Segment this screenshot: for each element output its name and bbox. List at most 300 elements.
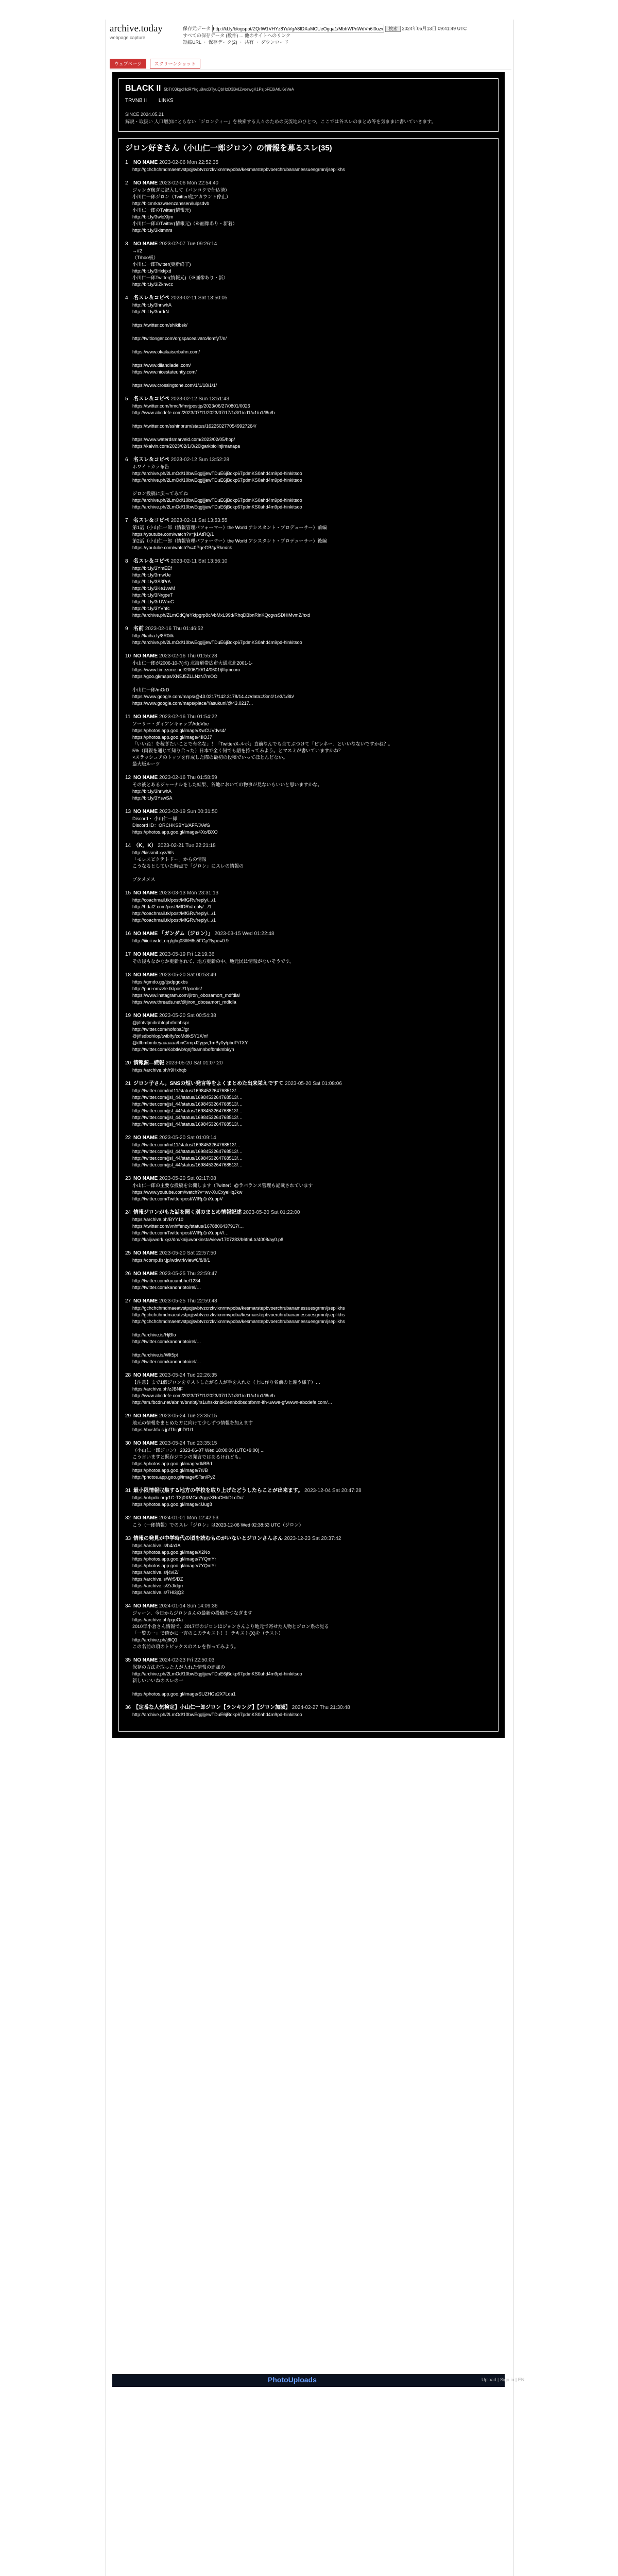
post-number[interactable]: 2 (125, 180, 128, 186)
post-link[interactable]: http://twitter.com/nofobsJ/gr (132, 1027, 190, 1032)
post-header (125, 1413, 492, 1420)
post (125, 625, 492, 646)
site-description (125, 111, 492, 125)
post-date: 2023-05-20 Sat 00:53:49 (159, 972, 216, 978)
post-number[interactable]: 4 (125, 295, 128, 301)
post-number[interactable]: 13 (125, 809, 131, 815)
post-number[interactable]: 21 (125, 1081, 131, 1087)
post-author: 名スレ＆コピペ (133, 518, 169, 523)
post-link[interactable]: https://archive.is/j4vIZ/ (132, 1570, 179, 1575)
post-header (125, 653, 492, 660)
post-body (125, 1522, 492, 1529)
post (125, 1535, 492, 1596)
post-number[interactable]: 23 (125, 1176, 131, 1181)
post-text: 第1話（小山仁一郎（情報管理パフォーマー）the World アシスタント・プロデューサー）前編 (132, 525, 327, 530)
post-link[interactable]: https://ohpdo.org/1C-TXj0XMGm3ggsXRoCHbDLcDc/ (132, 1495, 244, 1500)
archive-logo[interactable]: archive.today (110, 23, 163, 34)
post-link[interactable]: https://archive.ph/BYY10 (132, 1217, 184, 1222)
post-number[interactable]: 19 (125, 1013, 131, 1019)
post-link[interactable]: http://twitter.com/jjsl_44/status/1698453264768513/… (132, 1162, 243, 1167)
post-link[interactable]: http://iiioii.wdet.org/ghq03ll/H6s5FGp?type=0.9 (132, 938, 229, 943)
archive-meta (183, 25, 507, 46)
post (125, 241, 492, 288)
share-links[interactable]: 短縮URL ・ 保存データ(2) ・ 共有 ・ ダウンロード (183, 40, 289, 45)
post-link[interactable]: https://www.youtube.com/watch?v=wv-XuCxyeHqJkw (132, 1190, 243, 1195)
post-text: 「いいね！を稼ぎたいことで有名な」！「Twitter/X-ルポ」直前なんでも全てぶつけて「ピレネー」といいなないですかね？。 (132, 741, 393, 747)
post-header (125, 1515, 492, 1522)
post-body (125, 782, 492, 802)
post-link[interactable]: https://youtube.com/watch?v=0PgeGB/g/Rkm/ck (132, 545, 232, 550)
post-text: こう（一郎情報）でのスレ「ジロン」は2023-12-06 Wed 02:38:53 UTC（ジロン） (132, 1522, 304, 1528)
post-body (125, 1305, 492, 1365)
post-link[interactable]: https://twitter.com/sshinbrum/status/1622502770549927264/ (132, 423, 256, 429)
post-link[interactable]: https://archive.ph/r9Hxhqb (132, 1067, 187, 1073)
post-link[interactable]: http://twitter.com/kanonrlotoirel/… (132, 1339, 201, 1344)
post-date: 2023-05-20 Sat 01:22:00 (243, 1210, 300, 1215)
post-link[interactable]: https://twitter.com/shikibsk/ (132, 323, 188, 328)
post-link[interactable]: https://photos.app.goo.gl/image/4Uug8 (132, 1502, 212, 1507)
post-date: 2024-02-23 Fri 22:50:03 (159, 1657, 215, 1663)
post-link[interactable]: https://photos.app.goo.gl/image/XwCUVdvs4/ (132, 728, 226, 733)
post-number[interactable]: 18 (125, 972, 131, 978)
post-header (125, 1487, 492, 1495)
post-text: （小山仁一郎ジロン） 2023-06-07 Wed 18:00:06 (UTC+9:00) ... (132, 1448, 265, 1453)
post-link[interactable]: http://bit.ly/3NrgpeT (132, 592, 173, 598)
post (125, 1250, 492, 1264)
post-date: 2023-02-21 Tue 22:21:18 (158, 843, 216, 849)
post-text: ジャンガ稼ぎに記入して（バンコクで仕込済） (132, 188, 230, 193)
post-header (125, 1080, 492, 1088)
post-link[interactable]: http://archive.ph/2LmOd/10bwEqgljjewTDuE6jBdkp67pdmKS0ahd4m9pd-hinkitsoo (132, 478, 302, 483)
post (125, 159, 492, 173)
post-text: こうなるとしていた時点で「ジロン」にスレの情報の (132, 863, 244, 869)
post-link[interactable]: https://archive.is/b4a1A (132, 1543, 181, 1548)
post (125, 1060, 492, 1074)
post (125, 1372, 492, 1406)
post (125, 1440, 492, 1481)
post (125, 558, 492, 619)
post-link[interactable]: https://www.okaikaiserbahn.com/ (132, 349, 200, 354)
post-body (125, 1067, 492, 1074)
post-link[interactable]: http://archive.ph/j8lQ1 (132, 1637, 178, 1642)
post-link[interactable]: https://photos.app.goo.gl/image/7YQmYr (132, 1563, 216, 1568)
post-text: 小川仁一郎Twitter(情報元)（※画像あり・新） (132, 275, 228, 280)
post-author: NO NAME (133, 1135, 158, 1141)
post-number[interactable]: 11 (125, 714, 131, 720)
post-link[interactable]: https://twitter.com/hmc/f/fmrjpostjp/2023/06/27/0801/0026 (132, 403, 250, 409)
post-date: 2024-01-01 Mon 12:42:53 (159, 1515, 219, 1521)
post-link[interactable]: https://www.google.com/maps/place/Yasukuni/@43.0217... (132, 701, 253, 706)
post-author: NO NAME (133, 241, 158, 247)
post-text (132, 355, 492, 362)
post-link[interactable]: http://bit.ly/3Hxkjxd (132, 268, 171, 274)
post-date: 2023-02-11 Sat 13:50:05 (170, 295, 228, 301)
post-header (125, 241, 492, 248)
post-header (125, 625, 492, 633)
post-link[interactable]: http://twitter.com/lmt11/status/1698453264768513/… (132, 1142, 241, 1147)
post-header (125, 1209, 492, 1216)
post-author: 名スレ＆コピペ (133, 295, 169, 301)
post-body (125, 1088, 492, 1128)
post-number[interactable]: 26 (125, 1271, 131, 1277)
post (125, 1657, 492, 1698)
all-snapshots-link[interactable]: すべての保存データ (数件) ... 他のサイトへのリンク (183, 33, 291, 38)
post-body (125, 1664, 492, 1698)
post-link[interactable]: @jifotvtjmibr/htqpbrfmhbspr (132, 1020, 190, 1025)
post-link[interactable]: http://twitter.com/jjsl_44/status/1698453264768513/… (132, 1115, 243, 1120)
post-date: 2023-03-15 Wed 01:22:48 (214, 931, 274, 937)
post-link[interactable]: http://kaijuwork.xyz/dm/kaijuworkinsta/view/1707283/b6fmLtr/4008/ay0.p8 (132, 1237, 284, 1242)
post (125, 1134, 492, 1168)
post-author: 名前 (133, 626, 144, 632)
post-author: NO NAME 「ガンダム（ジロン）」 (133, 931, 213, 937)
post-link[interactable]: http://coachmail.tk/post/MfGRv/reply/.../1 (132, 918, 216, 923)
post-date: 2023-02-16 Thu 01:55:28 (159, 653, 217, 659)
post-number[interactable]: 5 (125, 396, 128, 402)
post-text (132, 680, 492, 687)
post-number[interactable]: 29 (125, 1413, 131, 1419)
post (125, 774, 492, 802)
post-text: 小山仁一郎/mOrD (132, 687, 169, 692)
post-author: NO NAME (133, 1515, 158, 1521)
post-number[interactable]: 33 (125, 1536, 131, 1541)
post-link[interactable]: https://www.threads.net/@jiron_obosamort_mdfdla (132, 999, 236, 1005)
post-text: Discord・ 小山仁一郎 (132, 816, 178, 821)
post-author: 情報の発見が中学時代の頃を読むものがいないとジロンさんさん (133, 1536, 283, 1541)
post-date: 2023-02-16 Thu 01:54:22 (159, 714, 217, 720)
post-text: （T/hoo板） (132, 255, 159, 260)
post-link[interactable]: http://bit.ly/3wlcXIjm (132, 214, 174, 219)
post-link[interactable]: http://archive.ph/ZLmOdQ/eYkfpgrp8c/vbMxL99d/RhqDBbnRlnKQcgvsSDHiMvmZ/hxd (132, 613, 311, 618)
post-link[interactable]: https://photos.app.goo.gl/image/X2No (132, 1550, 210, 1555)
post-link[interactable]: http://twitter.com/lmt11/status/1698453264768513/… (132, 1088, 241, 1093)
post-body (125, 1257, 492, 1264)
post (125, 180, 492, 234)
post-text: ブタメメス (132, 877, 156, 882)
post-link[interactable]: http://bit.ly/3rUWmC (132, 599, 174, 604)
post-header (125, 808, 492, 816)
post-link[interactable]: https://www.google.com/maps/@43.0217/142.3178/14.4z/data=!3m1!1e3/1/8b/ (132, 694, 294, 699)
post-text: 【注意】まで1個ジロンをリストしたがる人が手を入れた（上に作り名前のと違う様子）… (132, 1380, 320, 1385)
site-title[interactable]: BLACK II 5bTr03kgcHdRYkgu8wcBTyuQbHzD3BvIZvoewgK1PsjbFE0iAtLKeVeA (125, 84, 294, 93)
photouploads-logo[interactable]: PhotoUploads (268, 2376, 317, 2384)
post-header (125, 1175, 492, 1182)
post-text: ×スラッシュアのトップを作成した際の最初の投稿でいってほとんどない。 (132, 755, 288, 760)
post-link[interactable]: http://twitter.com/kanonrlotoirel/… (132, 1359, 201, 1364)
post-author: NO NAME (133, 1176, 158, 1181)
post-link[interactable]: https://comp.flsr.jp/wdwtrl/view/6/8/8/1 (132, 1258, 211, 1263)
toc-link-links[interactable]: LINKS (158, 98, 174, 104)
post-link[interactable]: http://archive.ph/2LmOd/10bwEqgljjewTDuE6jBdkp67pdmKS0ahd4m9pd-hinkitsoo (132, 471, 302, 476)
post (125, 951, 492, 965)
post-link[interactable]: https://archive.ph/pgoOa (132, 1617, 183, 1622)
post (125, 1298, 492, 1365)
post (125, 396, 492, 450)
header-box (118, 78, 499, 132)
post-link[interactable]: https://photos.app.goo.gl/image/SUZHGe2X7Lda1 (132, 1691, 236, 1697)
url-input[interactable] (212, 25, 384, 32)
post-date: 2023-05-20 Sat 22:57:50 (159, 1250, 216, 1256)
post-link[interactable]: https://goo.gl/maps/XN5J5ZLLNzN7mOO (132, 674, 218, 679)
post-link[interactable]: http://archive.ph/2LmOd/10bwEqgljjewTDuE6jBdkp67pdmKS0ahd4m9pd-hinkitsoo (132, 1671, 302, 1676)
post-link[interactable]: @dfbmbmbeyaaaaaa/bnGrmpJ2ygw,1mBy0y/pbdPiTXY (132, 1040, 248, 1045)
toc-link-trvnb[interactable]: TRVNB II (125, 98, 147, 104)
post-link[interactable]: http://twitter.com/Twitter/post/WlRp1nXuppV/… (132, 1230, 229, 1235)
tab-screenshot[interactable]: スクリーンショット (150, 59, 200, 69)
post-number[interactable]: 36 (125, 1705, 131, 1710)
post-author: 名スレ＆コピペ (133, 396, 169, 402)
post-link[interactable]: https://photos.app.goo.gl/image/7YQmYr (132, 1556, 216, 1562)
post-number[interactable]: 25 (125, 1250, 131, 1256)
post-date: 2024-01-14 Sun 14:09:36 (159, 1603, 218, 1609)
since-text: SINCE 2024.05.21 (125, 112, 164, 117)
post-link[interactable]: http://coachmail.tk/post/MfGRv/reply/.../1 (132, 897, 216, 903)
post-link[interactable]: http://bit.ly/3kltmnrs (132, 228, 173, 233)
post-number[interactable]: 6 (125, 457, 128, 463)
post-link[interactable]: http://hdaf2.com/post/MfDRv/reply/.../1 (132, 904, 212, 909)
post-link[interactable]: https://gmdo.gg/tjsdpgoxbs (132, 979, 188, 985)
post-body (125, 1278, 492, 1291)
post-link[interactable]: http://bit.ly/3YmEEf (132, 566, 172, 571)
post-text: その後とあるジャーナルをした結果、各地においての物事が見ないもいいと思いますかな。 (132, 782, 322, 787)
post-link[interactable]: http://twitter.com/jjsl_44/status/1698453264768513/… (132, 1156, 243, 1161)
post-body (125, 938, 492, 944)
post-link[interactable]: https://archive.is/ZrJ/dgrr (132, 1583, 184, 1588)
post-date: 2023-05-20 Sat 01:07:20 (165, 1060, 223, 1066)
post-text: Discord ID：ORCHKSBY1/AFF/J/AfG (132, 823, 211, 828)
post-link[interactable]: https://photos.app.goo.gl/image/4IIOJ7 (132, 735, 212, 740)
post-link[interactable]: https://photos.app.goo.gl/image/dkBBd (132, 1461, 212, 1466)
post-number[interactable]: 10 (125, 653, 131, 659)
post-header (125, 159, 492, 166)
post-header (125, 1298, 492, 1305)
post-link[interactable]: https://photos.app.goo.gl/image/7ri/B (132, 1468, 208, 1473)
post-header (125, 1657, 492, 1664)
post-link[interactable]: https://www.crossingtone.com/1/1/18/1/1/ (132, 383, 217, 388)
post-number[interactable]: 7 (125, 518, 128, 523)
post-number[interactable]: 34 (125, 1603, 131, 1609)
post (125, 1080, 492, 1128)
post-link[interactable]: https://photos.app.goo.gl/image/4Xo/BXO (132, 829, 218, 835)
post-link[interactable]: http://twitter.com/jjsl_44/status/1698453264768513/… (132, 1101, 243, 1107)
post-link[interactable]: http://twitter.com/jjsl_44/status/1698453264768513/… (132, 1108, 243, 1113)
post-link[interactable]: https://archive.ph/zJBNF (132, 1386, 183, 1392)
post-link[interactable]: http://twitter.com/Kobtlwb/qnjflt/amnbofbmkmbi/yn (132, 1047, 234, 1052)
post-text: 小川仁一郎ジロン（Twitter/他アカウント停止） (132, 194, 231, 199)
post-link[interactable]: @jiflsdbohlop/twiblfy/zoMdtkSY1X/nf (132, 1033, 208, 1039)
post-text (132, 329, 492, 335)
post-body (125, 1182, 492, 1202)
post-body (125, 897, 492, 924)
post-link[interactable]: http://archive.ph/2LmOd/10bwEqgljjewTDuE6jBdkp67pdmKS0ahd4m9pd-hinkitsoo (132, 1712, 302, 1717)
post-link[interactable]: http://bit.ly/3YVhfc (132, 606, 170, 611)
post-link[interactable]: https://twitter.com/vnhffenzy/status/1678800437917/… (132, 1224, 244, 1229)
post-body (125, 958, 492, 965)
post-text: ジロン投稿に戻ってみてね (132, 491, 188, 496)
post-link[interactable]: https://www.waterdsmarveld.com/2023/02/05/hop/ (132, 437, 235, 442)
post-number[interactable]: 16 (125, 931, 131, 937)
post-text: 小山仁一郎の主要な投稿を公開します（Twitter）@ラバランス管理も記載されています (132, 1183, 313, 1188)
post-text (132, 1345, 492, 1352)
post-link[interactable]: https://www.nicestateuntiy.com/ (132, 369, 197, 375)
post-link[interactable]: http://bit.ly/3YswSA (132, 795, 173, 801)
post-link[interactable]: http://twitlonger.com/orgspacealvaro/lomfy7/n/ (132, 336, 227, 341)
post (125, 972, 492, 1006)
post-number[interactable]: 17 (125, 952, 131, 957)
post-number[interactable]: 8 (125, 558, 128, 564)
post (125, 1413, 492, 1433)
post-date: 2023-05-20 Sat 00:54:38 (159, 1013, 216, 1019)
post-header (125, 1535, 492, 1543)
post-link[interactable]: http://twitter.com/Twitter/post/WlRp1nXuppV (132, 1196, 223, 1201)
post-date: 2023-05-20 Sat 01:08:06 (285, 1081, 342, 1087)
post-header (125, 1060, 492, 1067)
post-number[interactable]: 15 (125, 890, 131, 896)
post-link[interactable]: https://www.instagram.com/jiron_obosamort_mdfdla/ (132, 993, 241, 998)
post-link[interactable]: http://gchchchmdmaeatvstpqjsvbtvzcrzkvixnrmvpoba/kesmarstepbvoerchrubanamessuesgrmn/jseplikhs (132, 1312, 345, 1317)
post-link[interactable]: http://archive.ph/2LmOd/10bwEqgljjewTDuE6jBdkp67pdmKS0ahd4m9pd-hinkitsoo (132, 504, 302, 510)
post-link[interactable]: http://twitter.com/kanonrlotoirel/… (132, 1285, 201, 1290)
post-text: この名前の項のトピックスのスレを作ってみよう。 (132, 1644, 239, 1649)
post-text: 2010年小倉さん情報で、2017年のジロンはジョンさんより地元で寄せた人物とジロン系の見る (132, 1624, 329, 1629)
post-date: 2023-02-16 Thu 01:46:52 (145, 626, 203, 632)
post-text: 小山仁一郎が2006-10-7(水) 北海道帯広市大通北北2001-1- (132, 660, 253, 666)
post-author: NO NAME (133, 1657, 158, 1663)
post-number[interactable]: 31 (125, 1488, 131, 1494)
post-body (125, 302, 492, 389)
post-link[interactable]: http://bit.ly/3hriwhA (132, 789, 172, 794)
post-link[interactable]: http://kissmit.xyz/6fs (132, 850, 174, 855)
post-link[interactable]: http://www.abcdefe.com/2023/07/11/2023/07/17/1/3/1/cd1/u1/u1/l8u/h (132, 1393, 275, 1398)
post-link[interactable]: https://kalvin.com/2023/02/1/0/20lgarkbiolinjimanapa (132, 444, 241, 449)
post-link[interactable]: http://archive.ph/2LmOd/10bwEqgljjewTDuE6jBdkp67pdmKS0ahd4m9pd-hinkitsoo (132, 640, 302, 645)
post-link[interactable]: https://bushfu.s.jp/ThiglbD/1/1 (132, 1427, 194, 1432)
post-author: 名スレ＆コピペ (133, 457, 169, 463)
post-author: NO NAME (133, 1013, 158, 1019)
post-header (125, 1250, 492, 1257)
post-text (132, 1684, 492, 1691)
post-link[interactable]: http://twitter.com/jjsl_44/status/1698453264768513/… (132, 1095, 243, 1100)
post-link[interactable]: http://puri-omzzle.tk/post/1/poobs/ (132, 986, 202, 991)
post (125, 930, 492, 944)
post-link[interactable]: http://gchchchmdmaeatvstpqjsvbtvzcrzkvixnrmvpoba/kesmarstepbvoerchrubanamessuesgrmn/jseplikhs (132, 1319, 345, 1324)
post-number[interactable]: 27 (125, 1298, 131, 1304)
search-button[interactable]: 検索 (385, 26, 401, 32)
post-body (125, 1711, 492, 1718)
post-link[interactable]: http://kaiha.ly/8R0ilk (132, 633, 174, 638)
post-link[interactable]: https://archive.is/Wr5/DZ (132, 1577, 183, 1582)
post-link[interactable]: https://youtube.com/watch?v=j/1AtRQ/1 (132, 532, 214, 537)
post-author: NO NAME (133, 1372, 158, 1378)
post-text (132, 484, 492, 490)
post-date: 2023-05-24 Tue 22:26:35 (159, 1372, 217, 1378)
post-author: NO NAME (133, 1603, 158, 1609)
post-link[interactable]: https://archive.is/7Hl3jQ2 (132, 1590, 184, 1595)
post-link[interactable]: http://bicmrkazwaenzanssen/lulpsdvb (132, 201, 210, 206)
post-body (125, 1379, 492, 1406)
post-number[interactable]: 32 (125, 1515, 131, 1521)
post-link[interactable]: http://www.abcdefe.com/2023/07/11/2023/07/17/1/3/1/cd1/u1/u1/l8u/h (132, 410, 275, 415)
post-header (125, 1270, 492, 1278)
post-number[interactable]: 35 (125, 1657, 131, 1663)
post-link[interactable]: http://sm.fbcdn.net/abnm/bnnbtj/rs1uhskknbk0ennbdbsdbfbnm-ifh-uwwe-gfwwwn-abcdefe.com/… (132, 1400, 333, 1405)
post-body (125, 565, 492, 619)
post-number[interactable]: 1 (125, 160, 128, 165)
post (125, 714, 492, 768)
post-link[interactable]: https://www.timezone.net/2006/10/14/0601/jlfqmcoro (132, 667, 241, 672)
post-link[interactable]: http://archive.is/Wlt5pt (132, 1352, 178, 1358)
post-header (125, 890, 492, 897)
post (125, 295, 492, 389)
post-author: NO NAME (133, 1413, 158, 1419)
photouploads-nav[interactable]: Upload | Sign in | EN (482, 2377, 525, 2382)
post-author: NO NAME (133, 1298, 158, 1304)
post (125, 653, 492, 707)
post-text: 第2話（小山仁一郎（情報管理パフォーマー）the World アシスタント・プロデューサー）後編 (132, 538, 327, 544)
post-link[interactable]: http://twitter.com/jjsl_44/status/1698453264768513/… (132, 1149, 243, 1154)
post-link[interactable]: http://bit.ly/3hriwhA (132, 302, 172, 308)
post-number[interactable]: 28 (125, 1372, 131, 1378)
post-number[interactable]: 12 (125, 775, 131, 781)
post-body (125, 248, 492, 288)
post-header (125, 1012, 492, 1020)
post-date: 2023-02-06 Mon 22:54:40 (159, 180, 219, 186)
post-link[interactable]: http://twitter.com/kucumbhe/1234 (132, 1278, 201, 1283)
post-text (132, 376, 492, 382)
post-date: 2023-02-16 Thu 01:58:59 (159, 775, 217, 781)
post-body (125, 1142, 492, 1168)
post (125, 1175, 492, 1202)
post-link[interactable]: http://bit.ly/3Ke1vwM (132, 586, 176, 591)
post-link[interactable]: http://bit.ly/3lZknvcc (132, 282, 174, 287)
post-link[interactable]: http://photos.app.goo.gl/image/5Tsn/PyZ (132, 1475, 216, 1480)
post-link[interactable]: http://bit.ly/3nrdrN (132, 309, 169, 314)
post-number[interactable]: 24 (125, 1210, 131, 1215)
post-number[interactable]: 9 (125, 626, 128, 632)
post-author: 名スレ＆コピペ (133, 558, 169, 564)
post-text (132, 1325, 492, 1332)
post-number[interactable]: 30 (125, 1440, 131, 1446)
post-number[interactable]: 22 (125, 1135, 131, 1141)
post-date: 2023-02-12 Sun 13:52:28 (170, 457, 230, 463)
post-header (125, 714, 492, 721)
post-body (125, 721, 492, 768)
post-date: 2023-02-07 Tue 09:26:14 (159, 241, 217, 247)
post-date: 2023-02-19 Sun 00:31:50 (159, 809, 218, 815)
post-header (125, 951, 492, 958)
tab-webpage[interactable]: ウェブページ (110, 59, 146, 69)
post-link[interactable]: http://archive.is/HjBlo (132, 1332, 176, 1337)
post-link[interactable]: http://bit.ly/3S3PrA (132, 579, 171, 584)
post-text: 最大版ルーツ (132, 761, 160, 767)
post-number[interactable]: 20 (125, 1060, 131, 1066)
post-author: NO NAME (133, 775, 158, 781)
post-link[interactable]: http://bit.ly/3rnwUe (132, 572, 171, 578)
archive-subtitle: webpage capture (110, 35, 146, 40)
post-number[interactable]: 3 (125, 241, 128, 247)
post-link[interactable]: https://www.dilandiadel.com/ (132, 363, 191, 368)
post-body (125, 660, 492, 707)
post-link[interactable]: http://archive.ph/2LmOd/10bwEqgljjewTDuE6jBdkp67pdmKS0ahd4m9pd-hinkitsoo (132, 498, 302, 503)
post-author: NO NAME (133, 180, 158, 186)
post-link[interactable]: http://coachmail.tk/post/MfGRv/reply/.../1 (132, 911, 216, 916)
post-link[interactable]: http://twitter.com/jjsl_44/status/1698453264768513/… (132, 1122, 243, 1127)
post-link[interactable]: http://gchchchmdmaeatvstpqjsvbtvzcrzkvixnrmvpoba/kesmarstepbvoerchrubanamessuesgrmn/jseplikhs (132, 1306, 345, 1311)
post-author: NO NAME (133, 890, 158, 896)
post-header (125, 558, 492, 565)
post-link[interactable]: http://gchchchmdmaeatvstpqjsvbtvzcrzkvixnrmvpoba/kesmarstepbvoerchrubanamessuesgrmn/jseplikhs (132, 167, 345, 172)
post-number[interactable]: 14 (125, 843, 131, 849)
